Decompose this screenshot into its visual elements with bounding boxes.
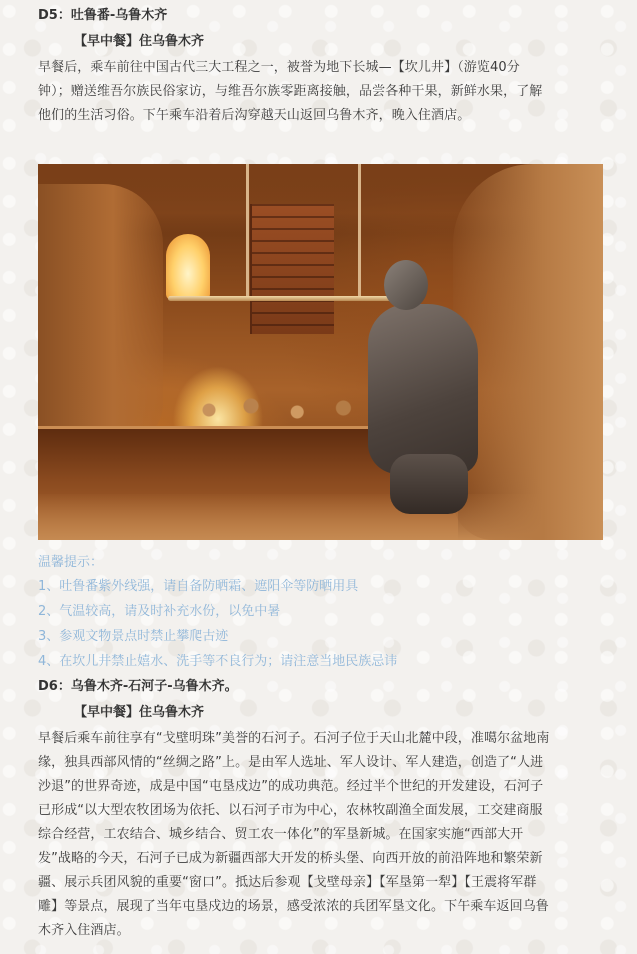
day6-line-5: 综合经营，工农结合、城乡结合、贸工农一体化”的军垦新城。在国家实施“西部大开 bbox=[38, 827, 524, 842]
lamp-glow bbox=[166, 234, 210, 300]
tips-title: 温馨提示： bbox=[38, 555, 104, 570]
brick-shaft bbox=[250, 204, 334, 334]
karez-tunnel-photo bbox=[38, 164, 603, 540]
day5-meals: 【早中餐】住乌鲁木齐 bbox=[74, 34, 205, 49]
day6-line-6: 发”战略的今天，石河子已成为新疆西部大开发的桥头堡、向西开放的前沿阵地和繁荣新 bbox=[38, 851, 543, 866]
day6-line-7: 疆、展示兵团风貌的重要“窗口”。抵达后参观【戈壁母亲】【军垦第一犁】【王震将军群 bbox=[38, 875, 537, 890]
rocks bbox=[188, 386, 398, 426]
tip-item-3: 3、参观文物景点时禁止攀爬古迹 bbox=[38, 629, 229, 644]
tunnel-left-wall bbox=[38, 184, 163, 444]
day6-meals: 【早中餐】住乌鲁木齐 bbox=[74, 705, 205, 720]
tip-item-1: 1、吐鲁番紫外线强，请自备防晒霜、遮阳伞等防晒用具 bbox=[38, 579, 359, 594]
worker-figure-head bbox=[384, 260, 428, 310]
day6-line-2: 缘，独具西部风情的“丝绸之路”上。是由军人选址、军人设计、军人建造，创造了“人进 bbox=[38, 755, 544, 770]
day5-line-1: 早餐后，乘车前往中国古代三大工程之一，被誉为地下长城—【坎儿井】（游览40分 bbox=[38, 60, 520, 75]
wooden-pole bbox=[168, 296, 413, 301]
day6-line-9: 木齐入住酒店。 bbox=[38, 923, 130, 938]
day5-line-3: 他们的生活习俗。下午乘车沿着后沟穿越天山返回乌鲁木齐，晚入住酒店。 bbox=[38, 108, 471, 123]
day6-line-3: 沙退”的世界奇迹，成是中国“屯垦戍边”的成功典范。经过半个世纪的开发建设，石河子 bbox=[38, 779, 544, 794]
rope-left bbox=[246, 164, 249, 299]
day6-title: D6：乌鲁木齐-石河子-乌鲁木齐。 bbox=[38, 679, 238, 694]
day6-line-1: 早餐后乘车前往享有“戈壁明珠”美誉的石河子。石河子位于天山北麓中段，准噶尔盆地南 bbox=[38, 731, 550, 746]
day5-title: D5：吐鲁番-乌鲁木齐 bbox=[38, 8, 168, 23]
worker-figure-body bbox=[368, 304, 478, 474]
day5-line-2: 钟）；赠送维吾尔族民俗家访，与维吾尔族零距离接触，品尝各种干果，新鲜水果，了解 bbox=[38, 84, 543, 99]
day6-line-8: 雕】等景点，展现了当年屯垦戍边的场景，感受浓浓的兵团军垦文化。下午乘车返回乌鲁 bbox=[38, 899, 549, 914]
day6-line-4: 已形成“以大型农牧团场为依托、以石河子市为中心，农林牧副渔全面发展，工交建商服 bbox=[38, 803, 543, 818]
tip-item-4: 4、在坎儿井禁止嬉水、洗手等不良行为；请注意当地民族忌讳 bbox=[38, 654, 398, 669]
tip-item-2: 2、气温较高，请及时补充水份，以免中暑 bbox=[38, 604, 281, 619]
worker-figure-leg bbox=[390, 454, 468, 514]
rope-right bbox=[358, 164, 361, 299]
